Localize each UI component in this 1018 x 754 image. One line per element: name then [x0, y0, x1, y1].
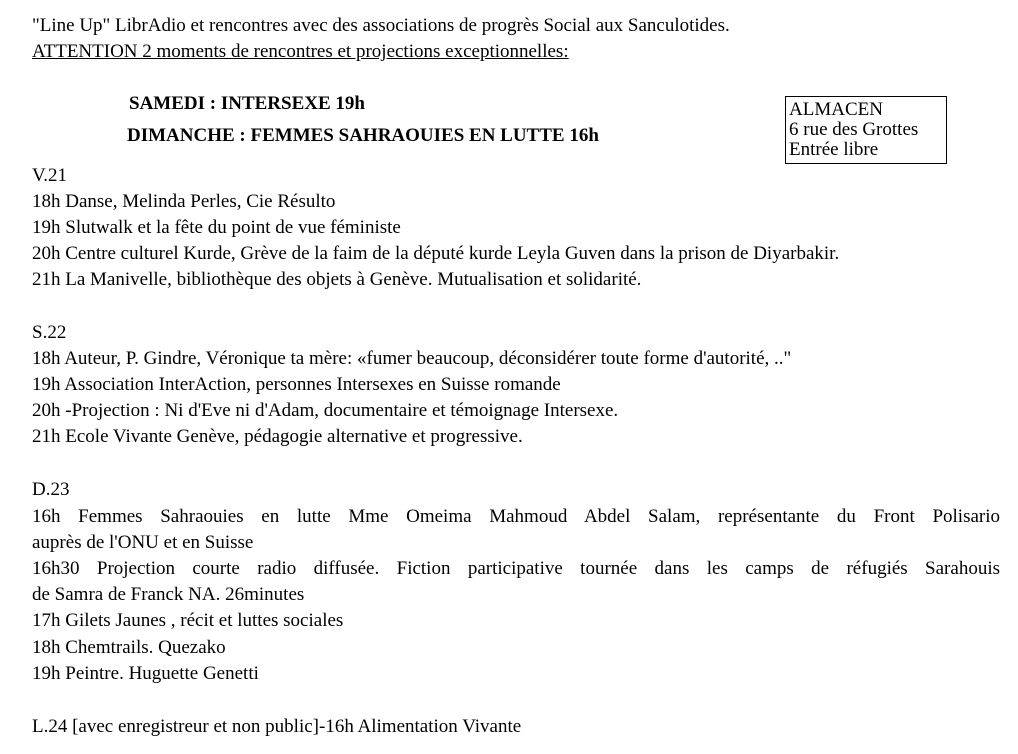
schedule-item-continuation: auprès de l'ONU et en Suisse	[32, 532, 254, 553]
schedule-item: 21h Ecole Vivante Genève, pédagogie alternative et progressive.	[32, 426, 523, 447]
highlight-saturday: SAMEDI : INTERSEXE 19h	[129, 93, 365, 114]
schedule-item-continuation: de Samra de Franck NA. 26minutes	[32, 584, 305, 605]
schedule-item: 18h Chemtrails. Quezako	[32, 637, 226, 658]
highlight-sunday: DIMANCHE : FEMMES SAHRAOUIES EN LUTTE 16h	[127, 125, 599, 146]
intro-line-2: ATTENTION 2 moments de rencontres et projections exceptionnelles:	[32, 41, 569, 62]
location-address: 6 rue des Grottes	[789, 119, 919, 140]
schedule-item: 21h La Manivelle, bibliothèque des objets à Genève. Mutualisation et solidarité.	[32, 269, 642, 290]
schedule-item: 20h -Projection : Ni d'Eve ni d'Adam, documentaire et témoignage Intersexe.	[32, 400, 619, 421]
location-entry: Entrée libre	[789, 139, 879, 160]
location-box	[785, 96, 947, 164]
schedule-item: 16h30 Projection courte radio diffusée. Fiction participative tournée dans les camps de réfugiés Sarahouis	[32, 558, 1000, 579]
schedule-item: 19h Slutwalk et la fête du point de vue féministe	[32, 217, 401, 238]
schedule-item: 20h Centre culturel Kurde, Grève de la faim de la député kurde Leyla Guven dans la prison de Diyarbakir.	[32, 243, 840, 264]
monday-entry: L.24 [avec enregistreur et non public]-16h Alimentation Vivante	[32, 716, 522, 737]
schedule-item: 18h Auteur, P. Gindre, Véronique ta mère: «fumer beaucoup, déconsidérer toute forme d'autorité, .."	[32, 348, 792, 369]
day-label-sunday: D.23	[32, 479, 70, 500]
schedule-item: 18h Danse, Melinda Perles, Cie Résulto	[32, 191, 336, 212]
location-name: ALMACEN	[789, 99, 883, 120]
schedule-item: 19h Association InterAction, personnes Intersexes en Suisse romande	[32, 374, 561, 395]
schedule-item: 17h Gilets Jaunes , récit et luttes sociales	[32, 610, 344, 631]
schedule-item: 19h Peintre. Huguette Genetti	[32, 663, 259, 684]
schedule-item: 16h Femmes Sahraouies en lutte Mme Omeima Mahmoud Abdel Salam, représentante du Front Polisario	[32, 506, 1000, 527]
day-label-friday: V.21	[32, 165, 68, 186]
intro-line-1: "Line Up" LibrAdio et rencontres avec des associations de progrès Social aux Sanculotides.	[32, 15, 730, 36]
day-label-saturday: S.22	[32, 322, 67, 343]
